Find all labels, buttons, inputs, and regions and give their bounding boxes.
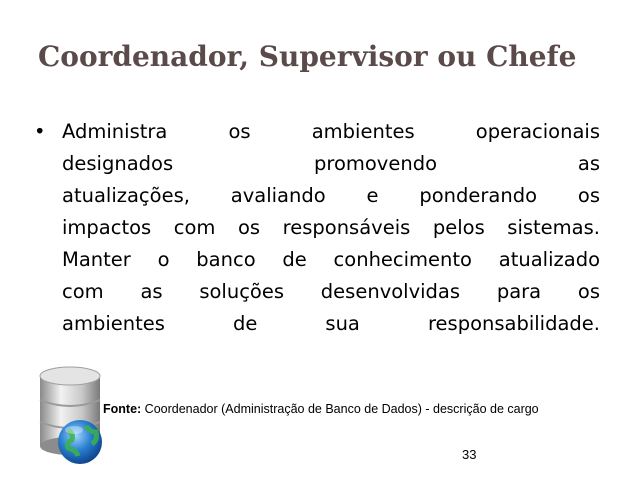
bullet-list — [34, 116, 600, 340]
source-label: Fonte: — [103, 402, 142, 416]
bullet-paragraph — [62, 116, 600, 340]
database-globe-icon — [34, 362, 114, 470]
bullet-line: Manter o banco de conhecimento atualizado — [62, 248, 600, 271]
bullet-line: designados promovendo as — [62, 152, 600, 175]
source-citation — [103, 402, 539, 416]
bullet-line: impactos com os responsáveis pelos sistemas. — [62, 216, 600, 239]
source-text: Coordenador (Administração de Banco de Dados) - descrição de cargo — [144, 402, 539, 416]
bullet-marker: • — [34, 120, 46, 143]
bullet-item — [34, 116, 600, 340]
page-number: 33 — [462, 447, 477, 462]
bullet-line: atualizações, avaliando e ponderando os — [62, 184, 600, 207]
bullet-line: ambientes de sua responsabilidade. — [62, 312, 600, 335]
bullet-line: com as soluções desenvolvidas para os — [62, 280, 600, 303]
bullet-line: Administra os ambientes operacionais — [62, 120, 600, 143]
slide-title: Coordenador, Supervisor ou Chefe — [38, 40, 577, 73]
